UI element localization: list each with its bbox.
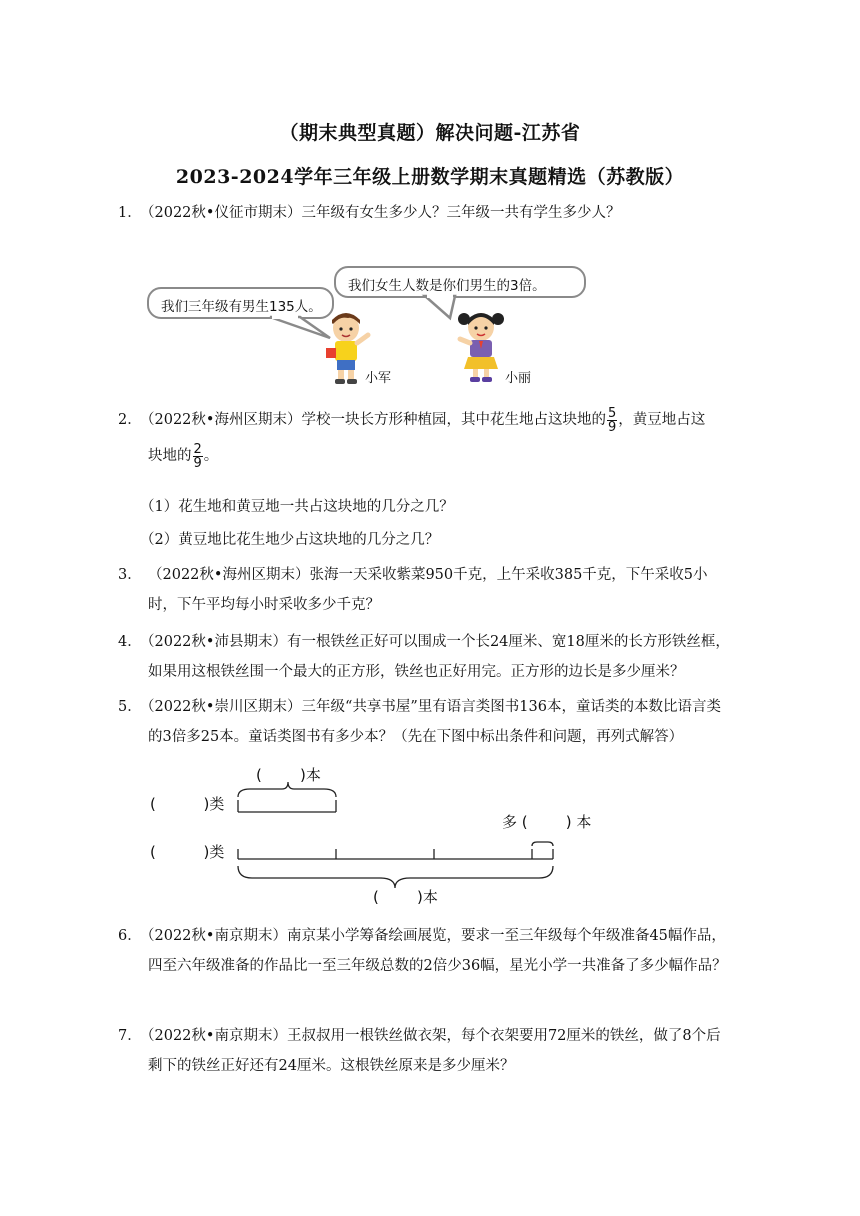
question-number: 4． bbox=[118, 634, 142, 650]
question-text: （2022秋•海州区期末）学校一块长方形种植园，其中花生地占这块地的 bbox=[140, 412, 606, 428]
diagram-bottom-label: ( )本 bbox=[373, 888, 438, 906]
page-title-line1: （期末典型真题）解决问题-江苏省 bbox=[279, 122, 581, 144]
question-text: （2022秋•南京期末）王叔叔用一根铁丝做衣架，每个衣架要用72厘米的铁丝，做了8个后剩下的铁丝正好还有24厘米。这根铁丝原来是多少厘米？ bbox=[140, 1028, 721, 1074]
question-6 bbox=[118, 921, 733, 981]
question-text: （2022秋•海州区期末）张海一天采收紫菜950千克，上午采收385千克，下午采收5小时，下午平均每小时采收多少千克？ bbox=[148, 567, 708, 613]
question-2-sub-2: （2）黄豆地比花生地少占这块地的几分之几？ bbox=[140, 532, 440, 548]
fraction-two-ninths: $\frac{2}{9}$ bbox=[193, 441, 202, 471]
question-number: 2． bbox=[118, 412, 142, 428]
girl-speech-text: 我们女生人数是你们男生的3倍。 bbox=[348, 278, 546, 294]
question-text: （2022秋•崇川区期末）三年级“共享书屋”里有语言类图书136本，童话类的本数比语言类的3倍多25本。童话类图书有多少本？（先在下图中标出条件和问题，再列式解答） bbox=[140, 699, 721, 745]
question-2-sub-1: （1）花生地和黄豆地一共占这块地的几分之几？ bbox=[140, 499, 454, 515]
question-number: 7． bbox=[118, 1028, 142, 1044]
question-text-cont2: 块地的 bbox=[148, 448, 192, 464]
diagram-more-label: 多 ( ) 本 bbox=[502, 813, 592, 831]
fraction-five-ninths: $\frac{5}{9}$ bbox=[607, 405, 617, 435]
question-number: 5． bbox=[118, 699, 142, 715]
diagram-row2-label: ( )类 bbox=[150, 843, 225, 861]
question-text-cont: ，黄豆地占这 bbox=[618, 412, 706, 428]
question-text: （2022秋•沛县期末）有一根铁丝正好可以围成一个长24厘米、宽18厘米的长方形铁丝框，如果用这根铁丝围一个最大的正方形，铁丝也正好用完。正方形的边长是多少厘米？ bbox=[140, 634, 730, 680]
boy-name: 小军 bbox=[365, 371, 392, 386]
diagram-top-label: ( )本 bbox=[256, 766, 321, 784]
question-7 bbox=[118, 1021, 733, 1081]
question-text: （2022秋•仪征市期末）三年级有女生多少人？三年级一共有学生多少人？ bbox=[140, 205, 621, 221]
question-number: 6． bbox=[118, 928, 142, 944]
girl-name: 小丽 bbox=[505, 371, 532, 386]
boy-speech-text: 我们三年级有男生135人。 bbox=[161, 299, 322, 315]
diagram-row1-label: ( )类 bbox=[150, 795, 225, 813]
question-number: 3． bbox=[118, 567, 142, 583]
question-text-end: 。 bbox=[203, 448, 219, 464]
question-text: （2022秋•南京期末）南京某小学筹备绘画展览，要求一至三年级每个年级准备45幅作品，四至六年级准备的作品比一至三年级总数的2倍少36幅，星光小学一共准备了多少幅作品？ bbox=[140, 928, 727, 974]
question-number: 1． bbox=[118, 205, 142, 221]
page-title-line2: 2023-2024学年三年级上册数学期末真题精选（苏教版） bbox=[175, 166, 685, 188]
